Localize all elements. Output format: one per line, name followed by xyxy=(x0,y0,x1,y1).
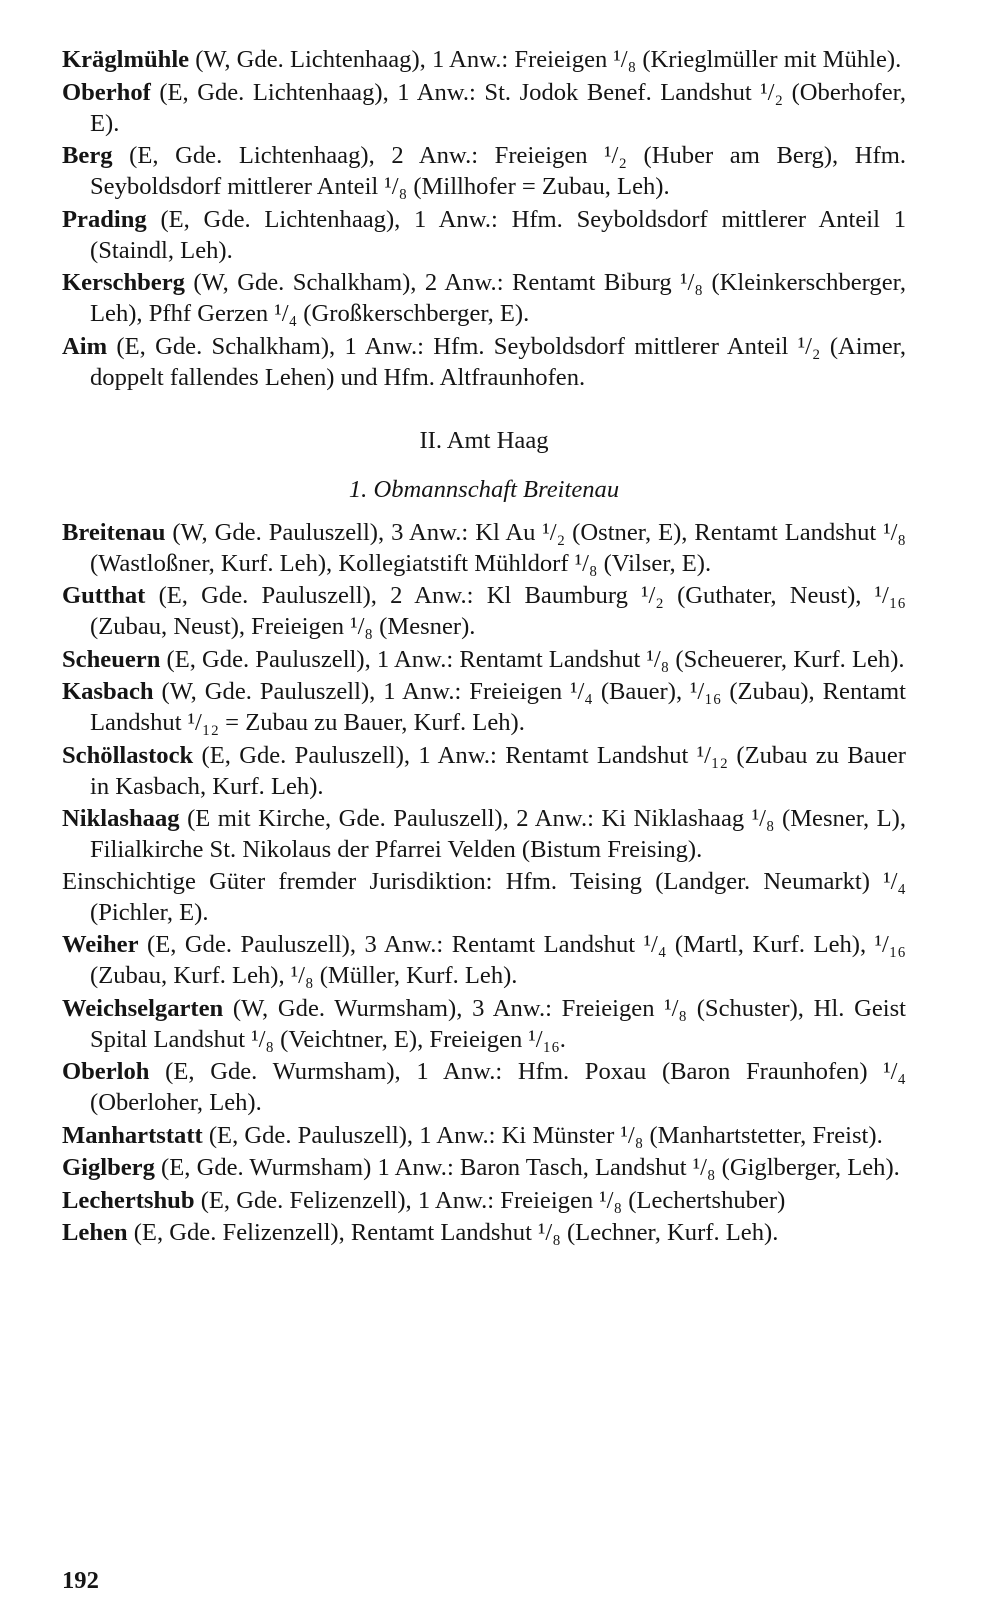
entry-place-name: Aim xyxy=(62,332,108,360)
entry-item xyxy=(62,517,906,579)
entry-item xyxy=(62,644,906,675)
entry-item xyxy=(62,1056,906,1118)
section-title: II. Amt Haag xyxy=(419,426,549,454)
entry-description: (E, Gde. Pauluszell), 1 Anw.: Rentamt Landshut ¹/₁₂ (Zubau zu Bauer in Kasbach, Kurf. Leh). xyxy=(90,741,906,800)
entry-description: (E, Gde. Lichtenhaag), 1 Anw.: St. Jodok Benef. Landshut ¹/₂ (Oberhofer, E). xyxy=(90,78,906,137)
entry-place-name: Lechertshub xyxy=(62,1186,195,1214)
entry-item xyxy=(62,204,906,266)
entry-description: (E, Gde. Lichtenhaag), 1 Anw.: Hfm. Seyboldsdorf mittlerer Anteil 1 (Staindl, Leh). xyxy=(90,205,906,264)
entry-description: (W, Gde. Pauluszell), 3 Anw.: Kl Au ¹/₂ (Ostner, E), Rentamt Landshut ¹/₈ (Wastloßner, Kurf. Leh), Kollegiatstift Mühldorf ¹/₈ (Vilser, E). xyxy=(90,518,906,577)
entry-description: (E mit Kirche, Gde. Pauluszell), 2 Anw.: Ki Niklashaag ¹/₈ (Mesner, L), Filialkirche St. Nikolaus der Pfarrei Velden (Bistum Freising). xyxy=(90,805,906,863)
entry-description: (E, Gde. Felizenzell), Rentamt Landshut ¹/₈ (Lechner, Kurf. Leh). xyxy=(127,1219,779,1246)
entries-bottom xyxy=(62,517,906,1249)
entry-description: (E, Gde. Pauluszell), 2 Anw.: Kl Baumburg ¹/₂ (Guthater, Neust), ¹/₁₆ (Zubau, Neust), Freieigen ¹/₈ (Mesner). xyxy=(90,582,906,640)
entry-item xyxy=(62,929,906,991)
entry-place-name: Schöllastock xyxy=(62,741,194,769)
entry-place-name: Berg xyxy=(62,142,113,169)
entry-place-name: Scheuern xyxy=(62,645,161,673)
entry-item xyxy=(62,866,906,928)
page-number: 192 xyxy=(62,1567,99,1594)
entry-place-name: Kerschberg xyxy=(62,269,185,296)
entry-item xyxy=(62,1185,906,1216)
entry-place-name: Oberloh xyxy=(62,1058,150,1085)
entry-item xyxy=(62,1217,906,1248)
page-body xyxy=(62,44,906,1250)
entry-item xyxy=(62,803,906,865)
entry-item xyxy=(62,580,906,642)
entry-description: (E, Gde. Schalkham), 1 Anw.: Hfm. Seyboldsdorf mittlerer Anteil ¹/₂ (Aimer, doppelt fallendes Lehen) und Hfm. Altfraunhofen. xyxy=(90,332,906,391)
entry-description: (W, Gde. Wurmsham), 3 Anw.: Freieigen ¹/₈ (Schuster), Hl. Geist Spital Landshut ¹/₈ (Veichtner, E), Freieigen ¹/₁₆. xyxy=(90,994,906,1053)
entry-place-name: Niklashaag xyxy=(62,805,180,832)
entry-item xyxy=(62,1152,906,1183)
entry-item xyxy=(62,1120,906,1151)
entry-description: (E, Gde. Pauluszell), 3 Anw.: Rentamt Landshut ¹/₄ (Martl, Kurf. Leh), ¹/₁₆ (Zubau, Kurf. Leh), ¹/₈ (Müller, Kurf. Leh). xyxy=(90,931,906,989)
entry-place-name: Giglberg xyxy=(62,1154,155,1181)
entry-description: Einschichtige Güter fremder Jurisdiktion: Hfm. Teising (Landger. Neumarkt) ¹/₄ (Pichler, E). xyxy=(62,867,906,926)
entry-description: (W, Gde. Lichtenhaag), 1 Anw.: Freieigen ¹/₈ (Krieglmüller mit Mühle). xyxy=(189,46,902,73)
entry-place-name: Kräglmühle xyxy=(62,46,190,73)
entry-place-name: Kasbach xyxy=(62,678,154,705)
entry-item xyxy=(62,993,906,1055)
entry-item xyxy=(62,44,906,75)
entry-item xyxy=(62,740,906,802)
entry-description: (E, Gde. Lichtenhaag), 2 Anw.: Freieigen ¹/₂ (Huber am Berg), Hfm. Seyboldsdorf mittlerer Anteil ¹/₈ (Millhofer = Zubau, Leh). xyxy=(90,142,906,200)
entry-place-name: Manhartstatt xyxy=(62,1121,203,1149)
entry-description: (W, Gde. Schalkham), 2 Anw.: Rentamt Biburg ¹/₈ (Kleinkerschberger, Leh), Pfhf Gerzen ¹/₄ (Großkerschberger, E). xyxy=(90,269,906,327)
entry-description: (E, Gde. Wurmsham), 1 Anw.: Hfm. Poxau (Baron Fraunhofen) ¹/₄ (Oberloher, Leh). xyxy=(90,1058,906,1116)
entry-place-name: Breitenau xyxy=(62,518,166,546)
entry-description: (E, Gde. Felizenzell), 1 Anw.: Freieigen ¹/₈ (Lechertshuber) xyxy=(194,1186,786,1214)
entry-item xyxy=(62,267,906,329)
entry-description: (E, Gde. Pauluszell), 1 Anw.: Rentamt Landshut ¹/₈ (Scheuerer, Kurf. Leh). xyxy=(160,645,905,673)
entry-item xyxy=(62,77,906,139)
entry-description: (W, Gde. Pauluszell), 1 Anw.: Freieigen ¹/₄ (Bauer), ¹/₁₆ (Zubau), Rentamt Landshut ¹/₁₂ = Zubau zu Bauer, Kurf. Leh). xyxy=(90,678,906,736)
entry-item xyxy=(62,331,906,393)
entry-place-name: Weiher xyxy=(62,931,139,958)
entry-place-name: Prading xyxy=(62,205,147,233)
entry-item xyxy=(62,676,906,738)
entry-description: (E, Gde. Wurmsham) 1 Anw.: Baron Tasch, Landshut ¹/₈ (Giglberger, Leh). xyxy=(154,1154,900,1181)
entry-place-name: Oberhof xyxy=(62,78,151,106)
entry-place-name: Gutthat xyxy=(62,582,146,609)
entry-place-name: Lehen xyxy=(62,1219,128,1246)
subsection-title: 1. Obmannschaft Breitenau xyxy=(348,475,620,503)
entry-place-name: Weichselgarten xyxy=(62,994,224,1022)
entry-description: (E, Gde. Pauluszell), 1 Anw.: Ki Münster ¹/₈ (Manhartstetter, Freist). xyxy=(202,1121,883,1149)
entries-top xyxy=(62,44,906,393)
entry-item xyxy=(62,140,906,202)
